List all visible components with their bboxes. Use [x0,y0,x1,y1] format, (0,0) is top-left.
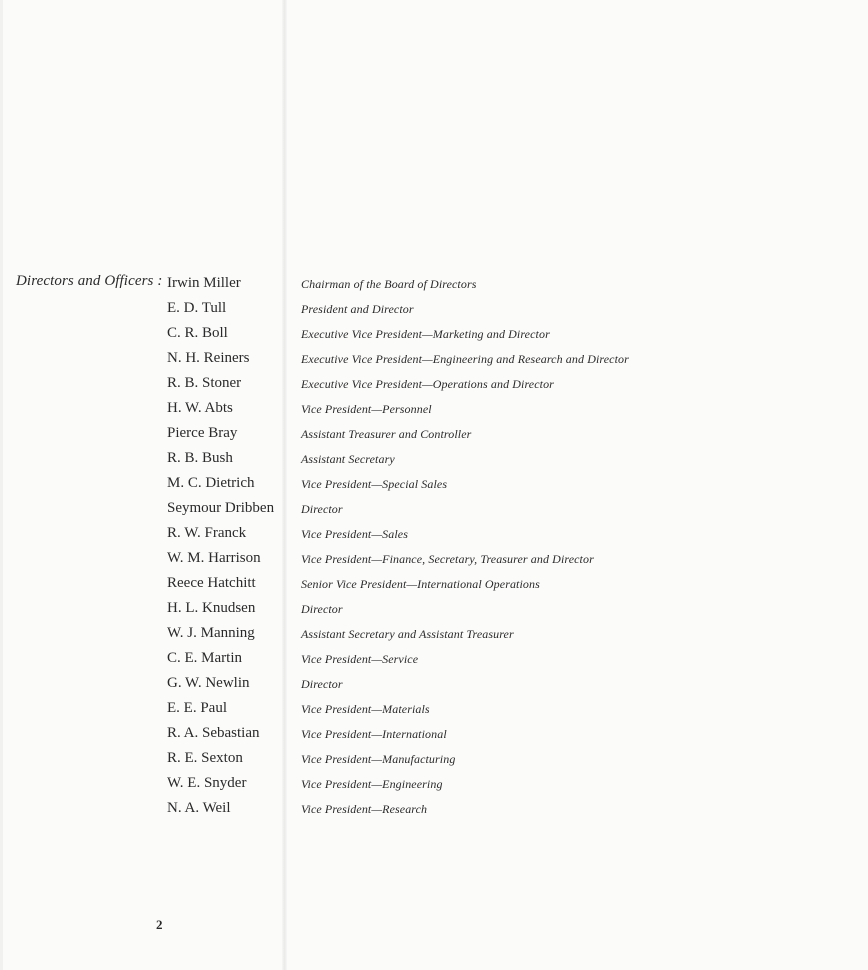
officer-name: M. C. Dietrich [167,475,255,491]
officer-name: H. W. Abts [167,400,233,416]
officer-row [0,698,868,723]
officer-title: President and Director [301,302,414,316]
officer-title: Vice President—Service [301,652,419,666]
officer-title: Senior Vice President—International Operations [301,577,540,591]
officer-title: Vice President—Manufacturing [301,752,456,766]
officer-title: Executive Vice President—Engineering and Research and Director [301,352,629,366]
officer-title: Executive Vice President—Operations and Director [301,377,554,391]
officer-name: C. R. Boll [167,325,228,341]
officer-title: Vice President—Personnel [301,402,432,416]
officer-row [0,748,868,773]
officer-name: W. M. Harrison [167,550,261,566]
officer-row [0,773,868,798]
officer-row [0,523,868,548]
officer-title: Assistant Secretary [301,452,395,466]
officer-row [0,798,868,823]
officer-name: N. H. Reiners [167,350,250,366]
officer-title: Assistant Secretary and Assistant Treasurer [301,627,514,641]
officer-row [0,723,868,748]
officer-row [0,598,868,623]
officer-title: Chairman of the Board of Directors [301,277,477,291]
officer-row [0,273,868,298]
officer-title: Vice President—Finance, Secretary, Treasurer and Director [301,552,594,566]
officer-name: R. B. Stoner [167,375,242,391]
officer-title: Vice President—Special Sales [301,477,448,491]
officer-name: E. D. Tull [167,300,227,316]
officer-name: E. E. Paul [167,700,227,716]
officer-name: R. E. Sexton [167,750,243,766]
section-label: Directors and Officers : [16,273,163,289]
officer-row [0,348,868,373]
officer-title: Executive Vice President—Marketing and Director [301,327,550,341]
officer-title: Director [301,602,343,616]
officer-title: Vice President—Materials [301,702,430,716]
officer-row [0,623,868,648]
officer-title: Director [301,502,343,516]
officer-name: Reece Hatchitt [167,575,256,591]
officer-row [0,423,868,448]
officer-title: Vice President—International [301,727,447,741]
officer-name: R. B. Bush [167,450,233,466]
officer-title: Assistant Treasurer and Controller [301,427,472,441]
officer-row [0,448,868,473]
officer-title: Vice President—Sales [301,527,408,541]
officer-name: R. W. Franck [167,525,247,541]
officer-row [0,498,868,523]
officer-row [0,298,868,323]
officer-row [0,648,868,673]
officer-title: Vice President—Engineering [301,777,443,791]
officer-name: Pierce Bray [167,425,238,441]
officer-row [0,673,868,698]
officer-name: N. A. Weil [167,800,231,816]
officer-name: W. E. Snyder [167,775,247,791]
officer-row [0,323,868,348]
officer-row [0,473,868,498]
officer-row [0,373,868,398]
officer-name: C. E. Martin [167,650,242,666]
directors-officers-list [0,273,868,823]
officer-title: Director [301,677,343,691]
officer-title: Vice President—Research [301,802,428,816]
officer-name: W. J. Manning [167,625,255,641]
officer-name: H. L. Knudsen [167,600,256,616]
officer-name: R. A. Sebastian [167,725,260,741]
officer-name: Seymour Dribben [167,500,275,516]
officer-row [0,548,868,573]
officer-row [0,573,868,598]
officer-name: G. W. Newlin [167,675,250,691]
officer-name: Irwin Miller [167,275,241,291]
officer-row [0,398,868,423]
page-number: 2 [156,917,163,932]
